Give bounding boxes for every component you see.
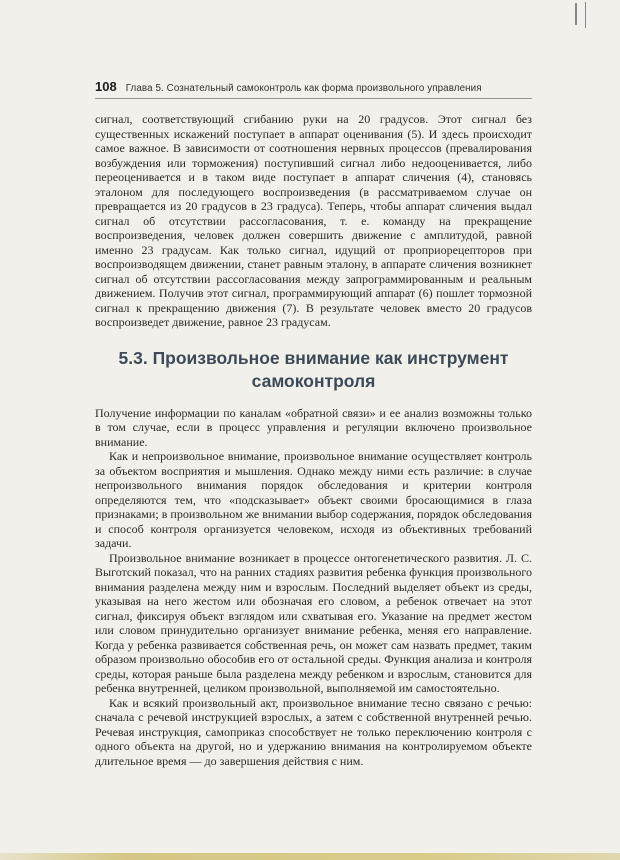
paragraph: Произвольное внимание возникает в процессе онтогенетического развития. Л. С. Выготский показал, что на ранних стадиях развития ребенка функция произвольного внимания разделена между ним и взрослым. Последний выделяет объект из среды, указывая на него жестом или обозначая его словом, а ребенок отвечает на этот сигнал, фиксируя объект взглядом или схватывая его. Указание на предмет жестом или словом принудительно организует внимание ребенка, меняя его направление. Когда у ребенка развивается собственная речь, он может сам назвать предмет, таким образом произвольно обособив его от остальной среды. Функция анализа и контроля среды, которая раньше была разделена между ребенком и взрослым, становится для ребенка внутренней, целиком произвольной, выполняемой им самостоятельно. — [95, 550, 532, 695]
chapter-title: Глава 5. Сознательный самоконтроль как форма произвольного управления — [125, 83, 482, 94]
scan-artifact-line — [585, 2, 586, 28]
page-number: 108 — [95, 79, 117, 94]
text-column — [95, 79, 532, 768]
paragraph-continuation: сигнал, соответствующий сгибанию руки на 20 градусов. Этот сигнал без существенных искажений поступает в аппарат оценивания (5). И здесь происходит самое важное. В зависимости от соотношения нервных процессов (превалирования возбуждения или торможения) поступивший сигнал либо недооценивается, либо переоценивается и в таком виде поступает в аппарат сличения (4), становясь эталоном для последующего воспроизведения (в рассматриваемом случае он превращается из 20 градусов в 23 градуса). Теперь, чтобы аппарат сличения выдал сигнал об отсутствии рассогласования, т. е. команду на прекращение воспроизведения, человек должен совершить движение с амплитудой, равной именно 23 градусам. Как только сигнал, идущий от проприорецепторов при воспроизводящем движении, станет равным эталону, в аппарате сличения возникнет сигнал об отсутствии рассогласования между запрограммированным и реальным движением. Получив этот сигнал, программирующий аппарат (6) пошлет тормозной сигнал к прекращению движения (7). В результате человек вместо 20 градусов воспроизведет движение, равное 23 градусам. — [95, 112, 532, 329]
scan-artifact-line — [575, 3, 577, 25]
paragraph: Как и непроизвольное внимание, произвольное внимание осуществляет контроль за объектом восприятия и мышления. Однако между ними есть различие: в случае непроизвольного внимания порядок обследования и критерии контроля определяются тем, что «подсказывает» объект своими бросающимися в глаза признаками; в произвольном же внимании выбор содержания, порядок обследования и способ контроля организуется человеком, исходя из объективных требований задачи. — [95, 449, 532, 550]
page-text — [95, 112, 532, 768]
running-head — [95, 79, 532, 94]
paragraph: Как и всякий произвольный акт, произвольное внимание тесно связано с речью: сначала с речевой инструкцией взрослых, а затем с собственной внутренней речью. Речевая инструкция, самоприказ способствует не только переключению контроля с одного объекта на другой, но и удержанию внимания на контролируемом объекте длительное время — до завершения действия с ним. — [95, 695, 532, 768]
scan-bottom-edge — [0, 853, 620, 860]
section-heading: 5.3. Произвольное внимание как инструмент самоконтроля — [118, 347, 509, 391]
header-rule — [95, 98, 532, 99]
paragraph: Получение информации по каналам «обратной связи» и ее анализ возможны только в том случае, если в процесс управления и регуляции включено произвольное внимание. — [95, 405, 532, 449]
